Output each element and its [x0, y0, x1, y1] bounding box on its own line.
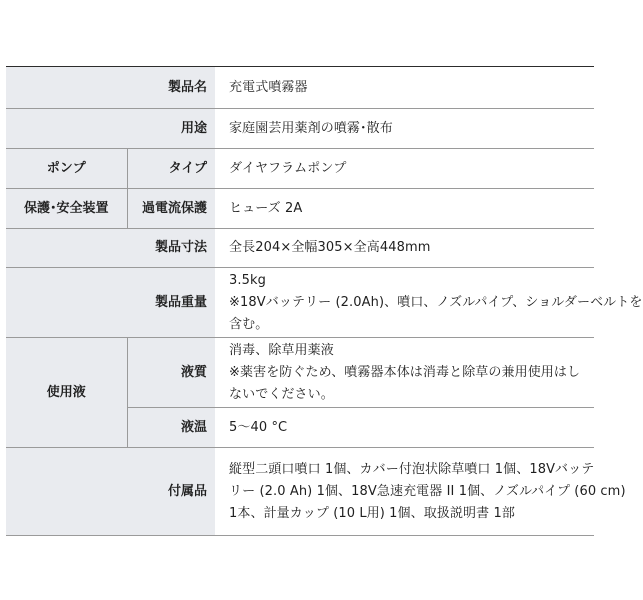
weight-value: [215, 268, 643, 338]
accessories-line: 縦型二頭口噴口 1個、カバー付泡状除草噴口 1個、18Vバッテ: [229, 461, 595, 477]
product-name-label: 製品名: [6, 67, 215, 109]
usage-value: 家庭園芸用薬剤の噴霧･散布: [215, 109, 594, 149]
protection-group-label: 保護･安全装置: [6, 189, 127, 229]
liquid-quality-value: [215, 338, 594, 408]
row-pump: [6, 149, 594, 189]
liquid-quality-label: 液質: [127, 338, 215, 408]
overcurrent-protection-value: ヒューズ 2A: [215, 189, 594, 229]
product-name-value: 充電式噴霧器: [215, 67, 594, 109]
accessories-value: [215, 448, 626, 536]
liquid-quality-note-line: ないでください。: [229, 386, 334, 402]
row-weight: [6, 268, 594, 338]
accessories-line: リー (2.0 Ah) 1個、18V急速充電器 II 1個、ノズルパイプ (60 cm): [229, 483, 626, 499]
row-product-name: [6, 67, 594, 109]
spec-table: [6, 66, 643, 536]
liquid-temperature-value: 5～40 °C: [215, 408, 594, 448]
overcurrent-protection-label: 過電流保護: [127, 189, 215, 229]
row-dimensions: [6, 229, 594, 268]
weight-line: 3.5kg: [229, 272, 266, 288]
accessories-label: 付属品: [6, 448, 215, 536]
pump-group-label: ポンプ: [6, 149, 127, 189]
row-protection: [6, 189, 594, 229]
liquid-quality-line: 消毒、除草用薬液: [229, 342, 334, 358]
accessories-line: 1本、計量カップ (10 L用) 1個、取扱説明書 1部: [229, 505, 515, 521]
pump-type-value: ダイヤフラムポンプ: [215, 149, 594, 189]
row-usage: [6, 109, 594, 149]
liquid-temperature-label: 液温: [127, 408, 215, 448]
dimensions-label: 製品寸法: [6, 229, 215, 268]
pump-type-label: タイプ: [127, 149, 215, 189]
weight-note-line: 含む。: [229, 316, 269, 332]
liquid-group-label: 使用液: [6, 338, 127, 448]
dimensions-value: 全長204×全幅305×全高448mm: [215, 229, 594, 268]
liquid-quality-note-line: ※薬害を防ぐため、噴霧器本体は消毒と除草の兼用使用はし: [229, 364, 581, 380]
usage-label: 用途: [6, 109, 215, 149]
row-liquid-quality: [6, 338, 594, 408]
weight-label: 製品重量: [6, 268, 215, 338]
row-accessories: [6, 448, 594, 536]
weight-note-line: ※18Vバッテリー (2.0Ah)、噴口、ノズルパイプ、ショルダーベルトを: [229, 294, 643, 310]
